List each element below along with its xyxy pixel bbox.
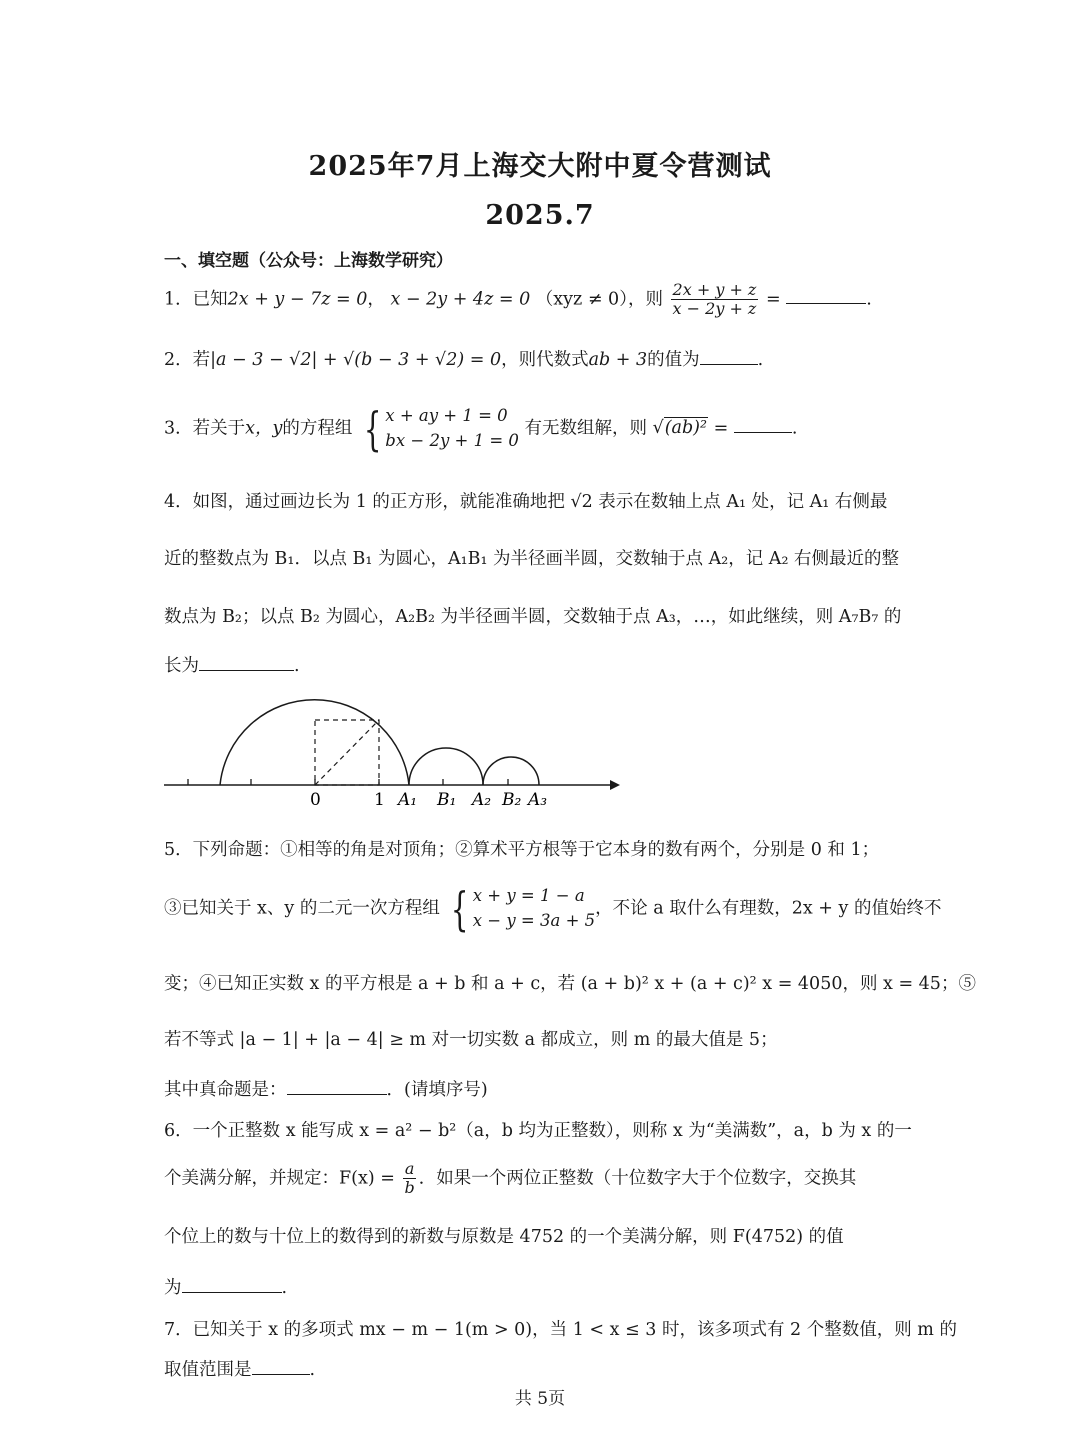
q1-eq2: x − 2y + 4z = 0 — [390, 289, 531, 310]
q3-answer-blank[interactable] — [734, 414, 792, 433]
q5-line-4: 若不等式 |a − 1| + |a − 4| ≥ m 对一切实数 a 都成立，则 m 的最大值是 5； — [164, 1030, 778, 1050]
number-line-figure — [150, 684, 620, 814]
q3-prefix: 3．若关于 — [164, 418, 246, 439]
axis-ticks — [188, 779, 508, 785]
label-b2: B₂ — [502, 790, 522, 810]
q5-row1: x + y = 1 − a — [472, 886, 585, 905]
q2-answer-blank[interactable] — [700, 346, 758, 365]
q1-numerator: 2x + y + z — [672, 280, 757, 299]
q7-line-2: 取值范围是 — [164, 1360, 252, 1380]
q6-line-2 — [164, 1160, 856, 1198]
label-a2: A₂ — [472, 790, 492, 810]
q4-line-3: 数点为 B₂；以点 B₂ 为圆心，A₂B₂ 为半径画半圆，交数轴于点 A₃，…，如此继续，则 A₇B₇ 的 — [164, 607, 902, 627]
q5-line-2a: ③已知关于 x、y 的二元一次方程组 — [164, 898, 440, 919]
page-date: 2025.7 — [485, 200, 595, 231]
page-footer: 共 5页 — [514, 1389, 566, 1409]
q2-prefix: 2．若 — [164, 350, 211, 370]
q1-equals: = — [765, 289, 781, 310]
q1-prefix: 1．已知 — [164, 289, 228, 310]
q1-fraction — [671, 281, 759, 319]
q5-line-1: 5．下列命题：①相等的角是对顶角；②算术平方根等于它本身的数有两个，分别是 0 和 1； — [164, 840, 880, 860]
question-7-end: 取值范围是 . — [164, 1356, 315, 1381]
q2-tail: 的值为 — [647, 350, 700, 370]
page-title: 2025年7月上海交大附中夏令营测试 — [308, 151, 772, 182]
q5-brace: { — [451, 881, 469, 936]
small-semicircle — [483, 757, 539, 785]
label-1: 1 — [374, 790, 385, 810]
q1-eq1: 2x + y − 7z = 0 — [227, 289, 368, 310]
section-heading: 一、填空题（公众号：上海数学研究） — [164, 251, 453, 271]
q3-mid: 的方程组 — [282, 418, 353, 439]
q1-denominator: x − 2y + z — [672, 299, 757, 319]
q5-line-2b: ，不论 a 取什么有理数，2x + y 的值始终不 — [595, 898, 942, 919]
q6-line-4: 为 — [164, 1278, 182, 1298]
q4-answer-blank[interactable] — [199, 652, 294, 671]
q4-line-4: 长为 — [164, 656, 199, 676]
label-a3: A₃ — [528, 790, 548, 810]
q5-line-5a: 其中真命题是： — [164, 1080, 287, 1100]
q5-line-3: 变；④已知正实数 x 的平方根是 a + b 和 a + c，若 (a + b)² x + (a + c)² x = 4050，则 x = 45；⑤ — [164, 974, 976, 994]
q3-row1: x + ay + 1 = 0 — [385, 406, 508, 425]
question-6-end: 为 . — [164, 1274, 287, 1299]
question-1: 1．已知2x + y − 7z = 0， x − 2y + 4z = 0 （xyz ≠ 0），则 $\frac{2x + y + z}{x - 2y + z}$ = . — [164, 280, 872, 319]
q3-row2: bx − 2y + 1 = 0 — [385, 430, 519, 450]
q1-answer-blank[interactable] — [786, 285, 866, 304]
axis-arrow — [610, 780, 620, 790]
q6-numerator: a — [404, 1159, 415, 1178]
q5-line-2 — [164, 881, 942, 936]
q4-line-1: 4．如图，通过画边长为 1 的正方形，就能准确地把 √2 表示在数轴上点 A₁ 处，记 A₁ 右侧最 — [164, 492, 888, 512]
label-0: 0 — [310, 790, 321, 810]
label-a1: A₁ — [398, 790, 418, 810]
q6-answer-blank[interactable] — [182, 1274, 282, 1293]
q7-line-1: 7．已知关于 x 的多项式 mx − m − 1(m > 0)，当 1 < x ≤ 3 时，该多项式有 2 个整数值，则 m 的 — [164, 1320, 957, 1340]
question-4-end: 长为 . — [164, 652, 300, 677]
q5-row2: x − y = 3a + 5 — [472, 910, 596, 930]
q1-then: ，则 — [627, 289, 663, 310]
q3-equals: = — [713, 418, 729, 439]
q2-target: ab + 3 — [588, 350, 648, 370]
q3-equation-system — [358, 401, 519, 456]
q6-denominator: b — [404, 1178, 415, 1198]
middle-semicircle — [409, 748, 483, 785]
q5-line-5 — [164, 1076, 488, 1101]
q1-cond: （xyz ≠ 0） — [535, 289, 628, 310]
q3-vars: x，y — [245, 418, 283, 439]
q2-suffix: ，则代数式 — [501, 350, 589, 370]
q6-line-1: 6．一个正整数 x 能写成 x = a² − b²（a，b 均为正整数），则称 x 为“美满数”，a，b 为 x 的一 — [164, 1121, 912, 1141]
q2-expr: |a − 3 − √2| + √(b − 3 + √2) = 0 — [210, 350, 502, 370]
q3-target: (ab)² — [664, 418, 708, 439]
q4-line-2: 近的整数点为 B₁．以点 B₁ 为圆心，A₁B₁ 为半径画半圆，交数轴于点 A₂，记 A₂ 右侧最近的整 — [164, 549, 900, 569]
q6-line-2a: 个美满分解，并规定：F(x) = — [164, 1168, 395, 1189]
unit-square — [315, 720, 379, 785]
q6-line-2b: ．如果一个两位正整数（十位数字大于个位数字，交换其 — [418, 1168, 857, 1189]
q3-brace: { — [363, 401, 382, 456]
q7-answer-blank[interactable] — [252, 1356, 310, 1375]
q5-line-5b: ．(请填序号) — [386, 1080, 488, 1100]
q6-fraction — [402, 1160, 416, 1198]
q5-answer-blank[interactable] — [287, 1076, 387, 1095]
q3-sqrt: √(ab)² — [652, 418, 708, 439]
q3-tail: 有无数组解，则 — [524, 418, 647, 439]
question-3: 3．若关于x，y的方程组 { x + ay + 1 = 0 bx − 2y + 1 = 0 有无数组解，则 √(ab)² = . — [164, 401, 798, 456]
question-2: 2．若|a − 3 − √2| + √(b − 3 + √2) = 0，则代数式ab + 3的值为 . — [164, 346, 763, 371]
q5-equation-system — [445, 881, 596, 936]
q6-line-3: 个位上的数与十位上的数得到的新数与原数是 4752 的一个美满分解，则 F(4752) 的值 — [164, 1227, 844, 1247]
label-b1: B₁ — [437, 790, 457, 810]
